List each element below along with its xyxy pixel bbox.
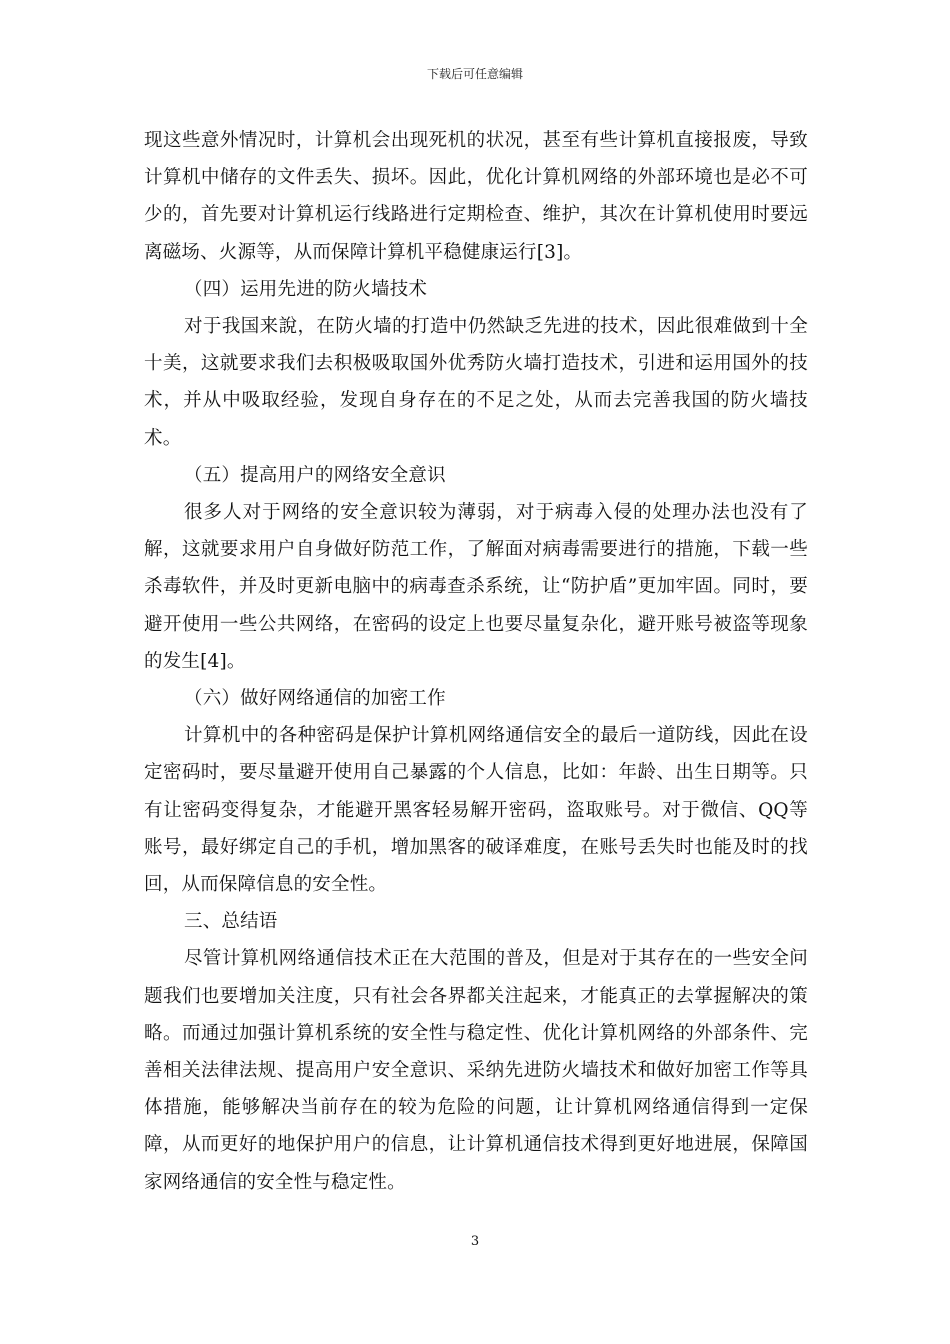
section-heading-4: （四）运用先进的防火墙技术 [184, 278, 428, 300]
paragraph-conclusion: 尽管计算机网络通信技术正在大范围的普及，但是对于其存在的一些安全问题我们也要增加关注度，只有社会各界都关注起来，才能真正的去掌握解决的策略。而通过加强计算机系统的安全性与稳定性、优化计算机网络的外部条件、完善相关法律法规、提高用户安全意识、采纳先进防火墙技术和做好加密工作等具体措施，能够解决当前存在的较为危险的问题，让计算机网络通信得到一定保障，从而更好的地保护用户的信息，让计算机通信技术得到更好地进展，保障国家网络通信的安全性与稳定性。 [144, 948, 808, 1193]
paragraph-security-awareness: 很多人对于网络的安全意识较为薄弱，对于病毒入侵的处理办法也没有了解，这就要求用户自身做好防范工作，了解面对病毒需要进行的措施，下载一些杀毒软件，并及时更新电脑中的病毒查杀系统，让“防护盾”更加牢固。同时，要避开使用一些公共网络，在密码的设定上也要尽量复杂化，避开账号被盗等现象的发生[4]。 [144, 502, 808, 672]
page-number: 3 [470, 1234, 480, 1249]
paragraph-encryption: 计算机中的各种密码是保护计算机网络通信安全的最后一道防线，因此在设定密码时，要尽量避开使用自己暴露的个人信息，比如：年龄、出生日期等。只有让密码变得复杂，才能避开黑客轻易解开密码，盗取账号。对于微信、QQ等账号，最好绑定自己的手机，增加黑客的破译难度，在账号丢失时也能及时的找回，从而保障信息的安全性。 [144, 725, 808, 896]
section-heading-conclusion: 三、总结语 [184, 911, 278, 933]
section-heading-6: （六）做好网络通信的加密工作 [184, 688, 446, 710]
paragraph-firewall: 对于我国来說，在防火墙的打造中仍然缺乏先进的技术，因此很难做到十全十美，这就要求我们去积极吸取国外优秀防火墙打造技术，引进和运用国外的技术，并从中吸取经验，发现自身存在的不足之处，从而去完善我国的防火墙技术。 [144, 316, 808, 449]
document-body [144, 122, 808, 1201]
section-heading-5: （五）提高用户的网络安全意识 [184, 464, 446, 486]
paragraph-continuation: 现这些意外情况时，计算机会出现死机的状况，甚至有些计算机直接报废，导致计算机中储存的文件丢失、损坏。因此，优化计算机网络的外部环境也是必不可少的，首先要对计算机运行线路进行定期检查、维护，其次在计算机使用时要远离磁场、火源等，从而保障计算机平稳健康运行[3]。 [144, 130, 808, 263]
header-note: 下载后可任意编辑 [426, 67, 523, 81]
